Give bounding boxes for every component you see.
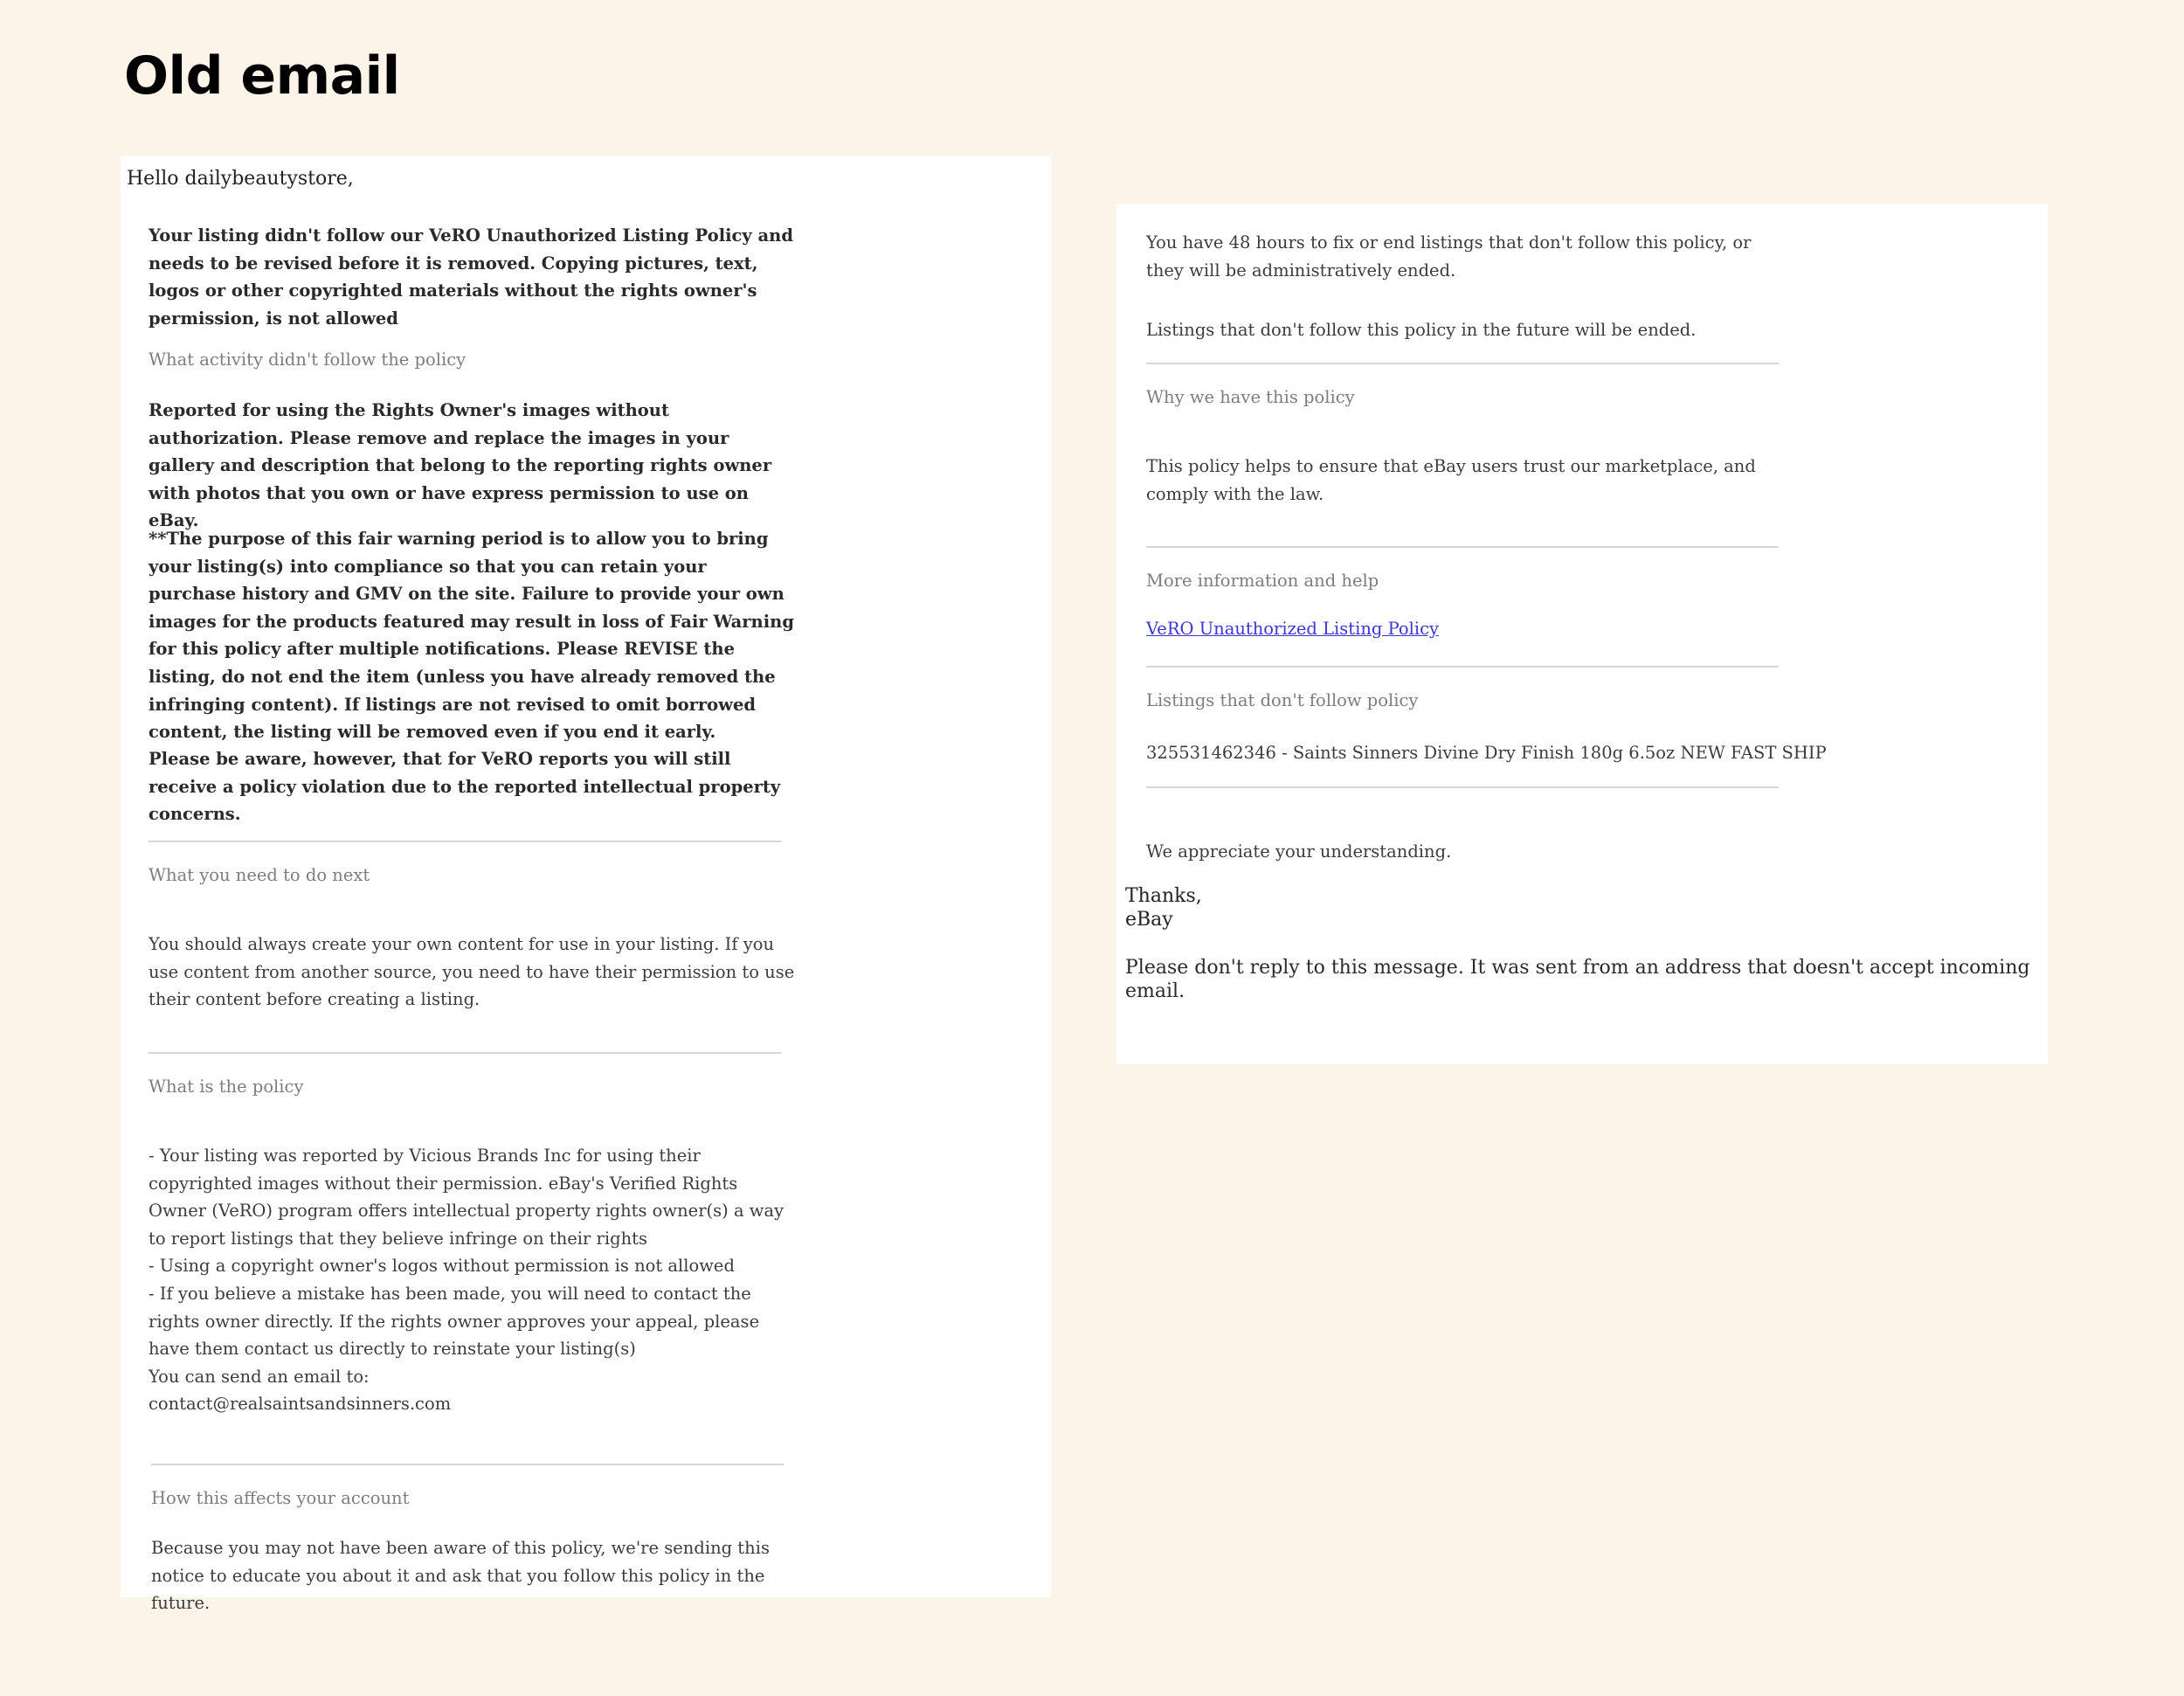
greeting: Hello dailybeautystore, bbox=[127, 168, 354, 190]
policy-line: You can send an email to: bbox=[149, 1366, 370, 1387]
why-label: Why we have this policy bbox=[1146, 387, 1355, 407]
policy-list bbox=[149, 1142, 795, 1418]
divider bbox=[1146, 546, 1779, 548]
signature-block bbox=[1125, 884, 1202, 931]
email-part-one bbox=[121, 156, 1051, 1614]
policy-line: - If you believe a mistake has been made, you will need to contact the rights owner directly. If the rights owner approves your appeal, please have them contact us directly to reinstate your listing(s) bbox=[149, 1283, 760, 1360]
contact-email: contact@realsaintsandsinners.com bbox=[149, 1394, 452, 1415]
policy-line: - Using a copyright owner's logos without permission is not allowed bbox=[149, 1256, 735, 1277]
signature: eBay bbox=[1125, 909, 1173, 931]
reported-text: Reported for using the Rights Owner's images without authorization. Please remove and replace the images in your gallery and description that belong to the reporting rights owner with photos that you own or have express permission to use on eBay. bbox=[149, 400, 772, 531]
activity-label: What activity didn't follow the policy bbox=[149, 350, 467, 370]
listings-label: Listings that don't follow policy bbox=[1146, 690, 1419, 710]
policy-link[interactable]: VeRO Unauthorized Listing Policy bbox=[1146, 619, 1440, 639]
hours-text: You have 48 hours to fix or end listings that don't follow this policy, or they will be administratively ended. bbox=[1146, 232, 1752, 280]
more-label: More information and help bbox=[1146, 571, 1379, 591]
purpose-text: **The purpose of this fair warning period is to allow you to bring your listing(s) into compliance so that you can retain your purchase history and GMV on the site. Failure to provide your own images for the products featured may result in loss of Fair Warning for this policy after multiple notifications. Please REVISE the listing, do not end the item (unless you have already removed the infringing content). If listings are not revised to omit borrowed content, the listing will be removed even if you end it early. bbox=[149, 529, 794, 743]
divider bbox=[1146, 363, 1779, 364]
affects-label: How this affects your account bbox=[151, 1488, 410, 1508]
appreciate-text: We appreciate your understanding. bbox=[1146, 841, 1452, 862]
policy-line: - Your listing was reported by Vicious Brands Inc for using their copyrighted images without their permission. eBay's Verified Rights Owner (VeRO) program offers intellectual property rights owner(s) a way to report listings that they believe infringe on their rights bbox=[149, 1146, 784, 1249]
divider bbox=[149, 841, 781, 842]
intro-text: Your listing didn't follow our VeRO Unauthorized Listing Policy and needs to be revised before it is removed. Copying pictures, text, logos or other copyrighted materials without the rights owner's permission, is not allowed bbox=[149, 225, 793, 329]
noreply-text: Please don't reply to this message. It was sent from an address that doesn't accept incoming email. bbox=[1125, 957, 2030, 1002]
page-title: Old email bbox=[124, 45, 400, 107]
affects-text: Because you may not have been aware of this policy, we're sending this notice to educate you about it and ask that you follow this policy in the future. bbox=[151, 1538, 770, 1614]
next-label: What you need to do next bbox=[149, 865, 370, 885]
divider bbox=[1146, 786, 1779, 788]
email-part-two bbox=[1116, 204, 2048, 1064]
thanks-text: Thanks, bbox=[1125, 885, 1202, 907]
why-text: This policy helps to ensure that eBay users trust our marketplace, and comply with the law. bbox=[1146, 456, 1756, 504]
divider bbox=[149, 1052, 781, 1054]
policy-label: What is the policy bbox=[149, 1076, 304, 1097]
divider bbox=[151, 1464, 784, 1465]
future-text: Listings that don't follow this policy in the future will be ended. bbox=[1146, 320, 1697, 340]
divider bbox=[1146, 666, 1779, 668]
aware-text: Please be aware, however, that for VeRO reports you will still receive a policy violation due to the reported intellectual property concerns. bbox=[149, 749, 781, 825]
next-text: You should always create your own content for use in your listing. If you use content from another source, you need to have their permission to use their content before creating a listing. bbox=[149, 934, 795, 1010]
listing-item: 325531462346 - Saints Sinners Divine Dry Finish 180g 6.5oz NEW FAST SHIP bbox=[1146, 743, 1827, 763]
